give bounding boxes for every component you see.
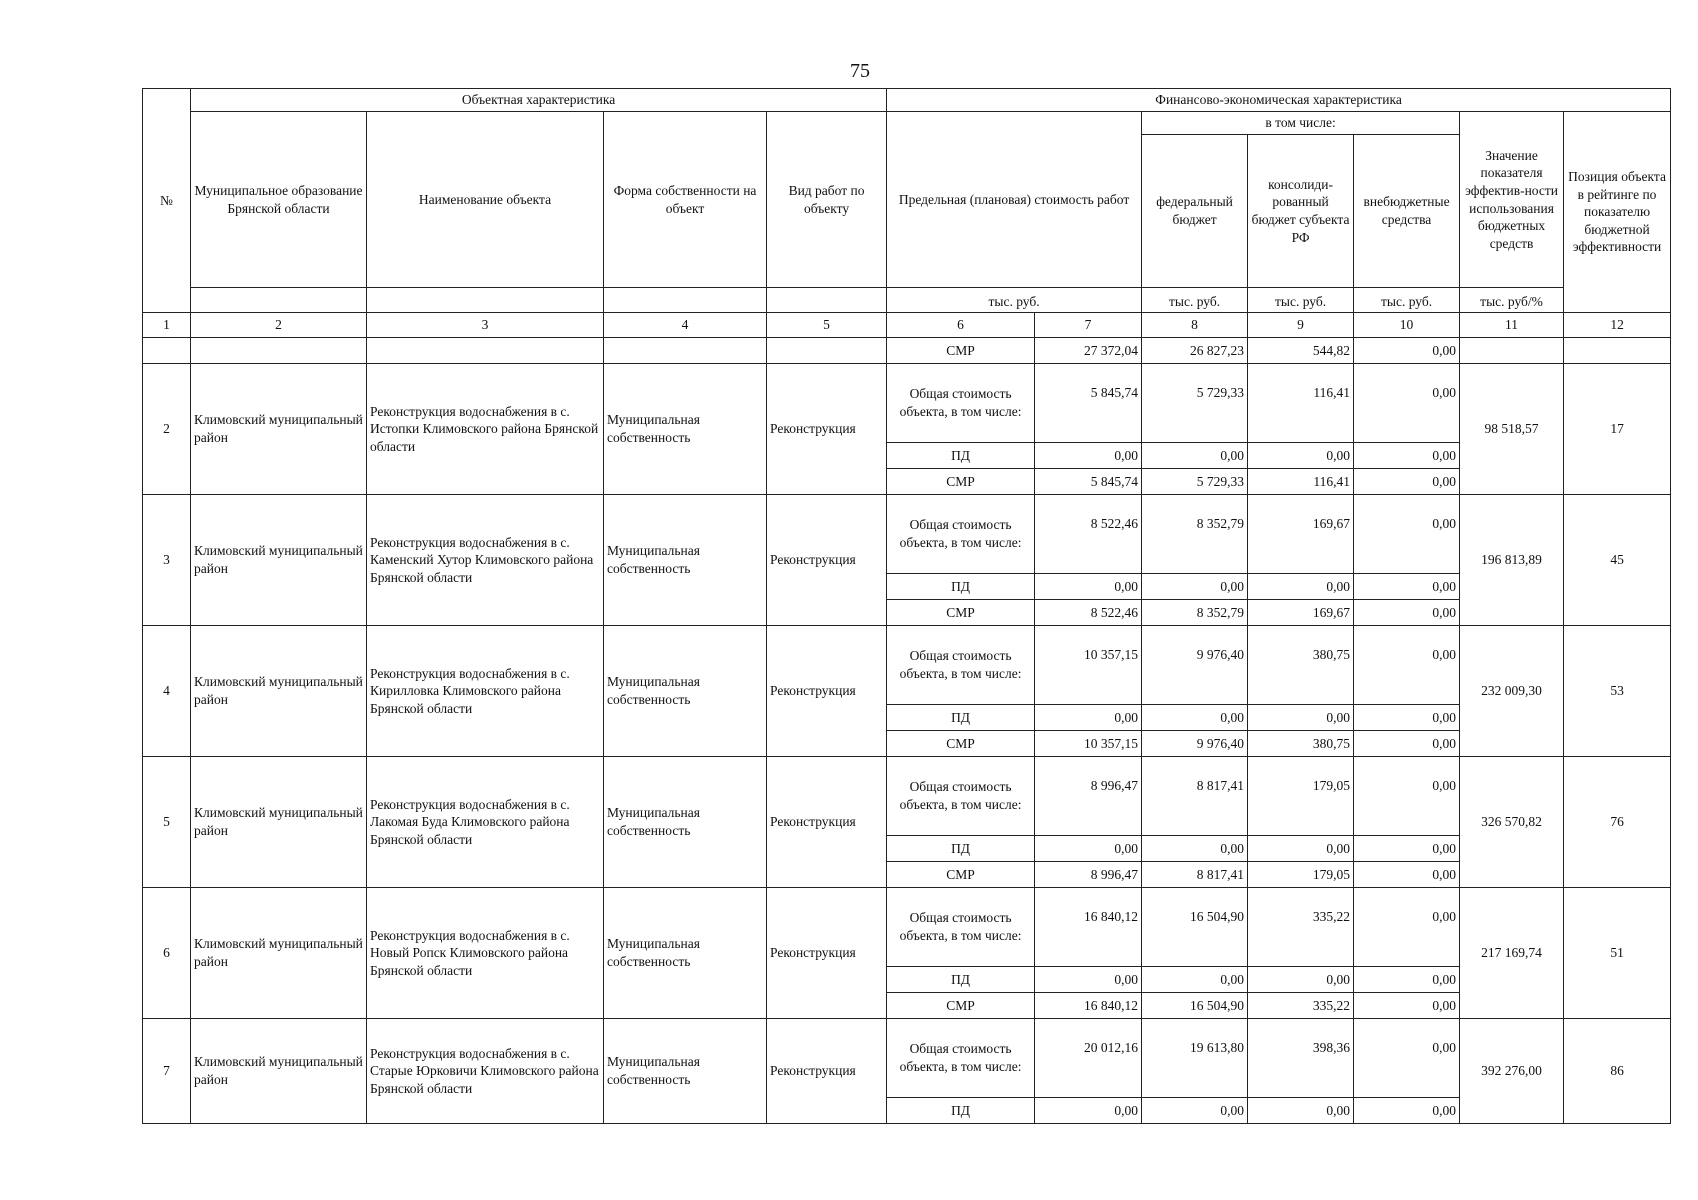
general-cost-extra: 0,00 — [1354, 364, 1460, 443]
rating-position-cell: 45 — [1564, 495, 1671, 626]
carry-smr-label: СМР — [887, 338, 1035, 364]
header-unit-blank — [767, 288, 887, 313]
column-number: 9 — [1248, 313, 1354, 338]
object-name-cell: Реконструкция водоснабжения в с. Новый Ропск Климовского района Брянской области — [367, 888, 604, 1019]
column-number: 4 — [604, 313, 767, 338]
pd-extra: 0,00 — [1354, 836, 1460, 862]
general-cost-label: Общая стоимость объекта, в том числе: — [887, 626, 1035, 705]
pd-total: 0,00 — [1035, 443, 1142, 469]
page-number: 75 — [850, 60, 870, 82]
smr-consolidated: 169,67 — [1248, 600, 1354, 626]
general-cost-label: Общая стоимость объекта, в том числе: — [887, 1019, 1035, 1098]
smr-extra: 0,00 — [1354, 731, 1460, 757]
pd-total: 0,00 — [1035, 1098, 1142, 1124]
header-object-name: Наименование объекта — [367, 112, 604, 288]
pd-label: ПД — [887, 967, 1035, 993]
header-federal: федеральный бюджет — [1142, 135, 1248, 288]
work-type-cell: Реконструкция — [767, 757, 887, 888]
general-cost-consolidated: 169,67 — [1248, 495, 1354, 574]
smr-total: 5 845,74 — [1035, 469, 1142, 495]
general-cost-extra: 0,00 — [1354, 626, 1460, 705]
general-cost-label: Общая стоимость объекта, в том числе: — [887, 888, 1035, 967]
object-row — [143, 757, 1671, 836]
smr-federal: 9 976,40 — [1142, 731, 1248, 757]
header-unit-blank — [191, 288, 367, 313]
rating-position-cell: 53 — [1564, 626, 1671, 757]
unit-extra: тыс. руб. — [1354, 288, 1460, 313]
column-number: 6 — [887, 313, 1035, 338]
smr-label: СМР — [887, 862, 1035, 888]
investment-objects-table — [142, 88, 1671, 1124]
header-number: № — [143, 89, 191, 313]
header-ownership: Форма собственности на объект — [604, 112, 767, 288]
object-name-cell: Реконструкция водоснабжения в с. Старые Юрковичи Климовского района Брянской области — [367, 1019, 604, 1124]
smr-consolidated: 116,41 — [1248, 469, 1354, 495]
general-cost-extra: 0,00 — [1354, 1019, 1460, 1098]
pd-consolidated: 0,00 — [1248, 1098, 1354, 1124]
smr-total: 8 522,46 — [1035, 600, 1142, 626]
pd-label: ПД — [887, 443, 1035, 469]
carry-smr-extra: 0,00 — [1354, 338, 1460, 364]
work-type-cell: Реконструкция — [767, 888, 887, 1019]
general-cost-federal: 19 613,80 — [1142, 1019, 1248, 1098]
row-number: 2 — [143, 364, 191, 495]
smr-label: СМР — [887, 993, 1035, 1019]
object-name-cell: Реконструкция водоснабжения в с. Каменский Хутор Климовского района Брянской области — [367, 495, 604, 626]
municipality-cell: Климовский муниципальный район — [191, 495, 367, 626]
pd-label: ПД — [887, 574, 1035, 600]
general-cost-total: 8 996,47 — [1035, 757, 1142, 836]
smr-extra: 0,00 — [1354, 993, 1460, 1019]
object-name-cell: Реконструкция водоснабжения в с. Истопки Климовского района Брянской области — [367, 364, 604, 495]
pd-consolidated: 0,00 — [1248, 967, 1354, 993]
header-indicator: Значение показателя эффектив-ности использования бюджетных средств — [1460, 112, 1564, 288]
smr-total: 10 357,15 — [1035, 731, 1142, 757]
general-cost-label: Общая стоимость объекта, в том числе: — [887, 757, 1035, 836]
smr-consolidated: 380,75 — [1248, 731, 1354, 757]
header-position: Позиция объекта в рейтинге по показателю бюджетной эффективности — [1564, 112, 1671, 313]
unit-federal: тыс. руб. — [1142, 288, 1248, 313]
header-finance-characteristics: Финансово-экономическая характеристика — [887, 89, 1671, 112]
general-cost-consolidated: 179,05 — [1248, 757, 1354, 836]
work-type-cell: Реконструкция — [767, 495, 887, 626]
general-cost-total: 10 357,15 — [1035, 626, 1142, 705]
efficiency-indicator-cell: 196 813,89 — [1460, 495, 1564, 626]
smr-extra: 0,00 — [1354, 862, 1460, 888]
general-cost-consolidated: 398,36 — [1248, 1019, 1354, 1098]
general-cost-total: 8 522,46 — [1035, 495, 1142, 574]
header-work-type: Вид работ по объекту — [767, 112, 887, 288]
object-row — [143, 1019, 1671, 1098]
general-cost-consolidated: 116,41 — [1248, 364, 1354, 443]
general-cost-federal: 9 976,40 — [1142, 626, 1248, 705]
carry-smr-consolidated: 544,82 — [1248, 338, 1354, 364]
pd-consolidated: 0,00 — [1248, 443, 1354, 469]
smr-label: СМР — [887, 600, 1035, 626]
object-row — [143, 364, 1671, 443]
general-cost-federal: 16 504,90 — [1142, 888, 1248, 967]
rating-position-cell: 86 — [1564, 1019, 1671, 1124]
ownership-cell: Муниципальная собственность — [604, 495, 767, 626]
municipality-cell: Климовский муниципальный район — [191, 1019, 367, 1124]
header-unit-blank — [367, 288, 604, 313]
pd-total: 0,00 — [1035, 836, 1142, 862]
row-number: 5 — [143, 757, 191, 888]
general-cost-consolidated: 380,75 — [1248, 626, 1354, 705]
smr-label: СМР — [887, 731, 1035, 757]
smr-federal: 16 504,90 — [1142, 993, 1248, 1019]
column-number: 1 — [143, 313, 191, 338]
column-number: 5 — [767, 313, 887, 338]
general-cost-federal: 5 729,33 — [1142, 364, 1248, 443]
column-number: 11 — [1460, 313, 1564, 338]
object-row — [143, 626, 1671, 705]
pd-federal: 0,00 — [1142, 574, 1248, 600]
ownership-cell: Муниципальная собственность — [604, 888, 767, 1019]
object-row — [143, 495, 1671, 574]
general-cost-total: 16 840,12 — [1035, 888, 1142, 967]
pd-total: 0,00 — [1035, 574, 1142, 600]
pd-label: ПД — [887, 836, 1035, 862]
pd-extra: 0,00 — [1354, 1098, 1460, 1124]
smr-label: СМР — [887, 469, 1035, 495]
column-number: 7 — [1035, 313, 1142, 338]
smr-total: 16 840,12 — [1035, 993, 1142, 1019]
header-object-characteristics: Объектная характеристика — [191, 89, 887, 112]
smr-extra: 0,00 — [1354, 469, 1460, 495]
pd-extra: 0,00 — [1354, 574, 1460, 600]
smr-federal: 8 352,79 — [1142, 600, 1248, 626]
header-consolidated: консолиди-рованный бюджет субъекта РФ — [1248, 135, 1354, 288]
header-municipality: Муниципальное образование Брянской области — [191, 112, 367, 288]
column-number: 3 — [367, 313, 604, 338]
municipality-cell: Климовский муниципальный район — [191, 888, 367, 1019]
smr-federal: 5 729,33 — [1142, 469, 1248, 495]
pd-label: ПД — [887, 705, 1035, 731]
smr-federal: 8 817,41 — [1142, 862, 1248, 888]
row-number: 7 — [143, 1019, 191, 1124]
work-type-cell: Реконструкция — [767, 364, 887, 495]
smr-extra: 0,00 — [1354, 600, 1460, 626]
header-extra-budget: внебюджетные средства — [1354, 135, 1460, 288]
rating-position-cell: 76 — [1564, 757, 1671, 888]
column-number: 8 — [1142, 313, 1248, 338]
municipality-cell: Климовский муниципальный район — [191, 626, 367, 757]
column-number: 2 — [191, 313, 367, 338]
smr-consolidated: 335,22 — [1248, 993, 1354, 1019]
general-cost-federal: 8 352,79 — [1142, 495, 1248, 574]
municipality-cell: Климовский муниципальный район — [191, 364, 367, 495]
row-number: 3 — [143, 495, 191, 626]
unit-indicator: тыс. руб/% — [1460, 288, 1564, 313]
ownership-cell: Муниципальная собственность — [604, 757, 767, 888]
pd-consolidated: 0,00 — [1248, 836, 1354, 862]
municipality-cell: Климовский муниципальный район — [191, 757, 367, 888]
efficiency-indicator-cell: 98 518,57 — [1460, 364, 1564, 495]
efficiency-indicator-cell: 217 169,74 — [1460, 888, 1564, 1019]
carry-over-row — [143, 338, 1671, 364]
smr-total: 8 996,47 — [1035, 862, 1142, 888]
carry-smr-federal: 26 827,23 — [1142, 338, 1248, 364]
pd-consolidated: 0,00 — [1248, 705, 1354, 731]
general-cost-federal: 8 817,41 — [1142, 757, 1248, 836]
general-cost-total: 5 845,74 — [1035, 364, 1142, 443]
work-type-cell: Реконструкция — [767, 1019, 887, 1124]
general-cost-extra: 0,00 — [1354, 495, 1460, 574]
unit-consolidated: тыс. руб. — [1248, 288, 1354, 313]
ownership-cell: Муниципальная собственность — [604, 626, 767, 757]
pd-total: 0,00 — [1035, 967, 1142, 993]
header-cost: Предельная (плановая) стоимость работ — [887, 112, 1142, 288]
rating-position-cell: 17 — [1564, 364, 1671, 495]
general-cost-consolidated: 335,22 — [1248, 888, 1354, 967]
column-number: 12 — [1564, 313, 1671, 338]
pd-extra: 0,00 — [1354, 967, 1460, 993]
pd-federal: 0,00 — [1142, 967, 1248, 993]
general-cost-label: Общая стоимость объекта, в том числе: — [887, 495, 1035, 574]
pd-federal: 0,00 — [1142, 1098, 1248, 1124]
ownership-cell: Муниципальная собственность — [604, 1019, 767, 1124]
header-unit-blank — [604, 288, 767, 313]
column-number: 10 — [1354, 313, 1460, 338]
unit-cost: тыс. руб. — [887, 288, 1142, 313]
general-cost-extra: 0,00 — [1354, 757, 1460, 836]
object-row — [143, 888, 1671, 967]
work-type-cell: Реконструкция — [767, 626, 887, 757]
object-name-cell: Реконструкция водоснабжения в с. Кирилловка Климовского района Брянской области — [367, 626, 604, 757]
row-number: 6 — [143, 888, 191, 1019]
general-cost-extra: 0,00 — [1354, 888, 1460, 967]
pd-total: 0,00 — [1035, 705, 1142, 731]
general-cost-label: Общая стоимость объекта, в том числе: — [887, 364, 1035, 443]
pd-extra: 0,00 — [1354, 705, 1460, 731]
smr-consolidated: 179,05 — [1248, 862, 1354, 888]
pd-federal: 0,00 — [1142, 705, 1248, 731]
header-including: в том числе: — [1142, 112, 1460, 135]
pd-federal: 0,00 — [1142, 836, 1248, 862]
carry-smr-total: 27 372,04 — [1035, 338, 1142, 364]
rating-position-cell: 51 — [1564, 888, 1671, 1019]
object-name-cell: Реконструкция водоснабжения в с. Лакомая Буда Климовского района Брянской области — [367, 757, 604, 888]
efficiency-indicator-cell: 326 570,82 — [1460, 757, 1564, 888]
general-cost-total: 20 012,16 — [1035, 1019, 1142, 1098]
pd-federal: 0,00 — [1142, 443, 1248, 469]
pd-extra: 0,00 — [1354, 443, 1460, 469]
pd-label: ПД — [887, 1098, 1035, 1124]
efficiency-indicator-cell: 232 009,30 — [1460, 626, 1564, 757]
pd-consolidated: 0,00 — [1248, 574, 1354, 600]
efficiency-indicator-cell: 392 276,00 — [1460, 1019, 1564, 1124]
row-number: 4 — [143, 626, 191, 757]
ownership-cell: Муниципальная собственность — [604, 364, 767, 495]
